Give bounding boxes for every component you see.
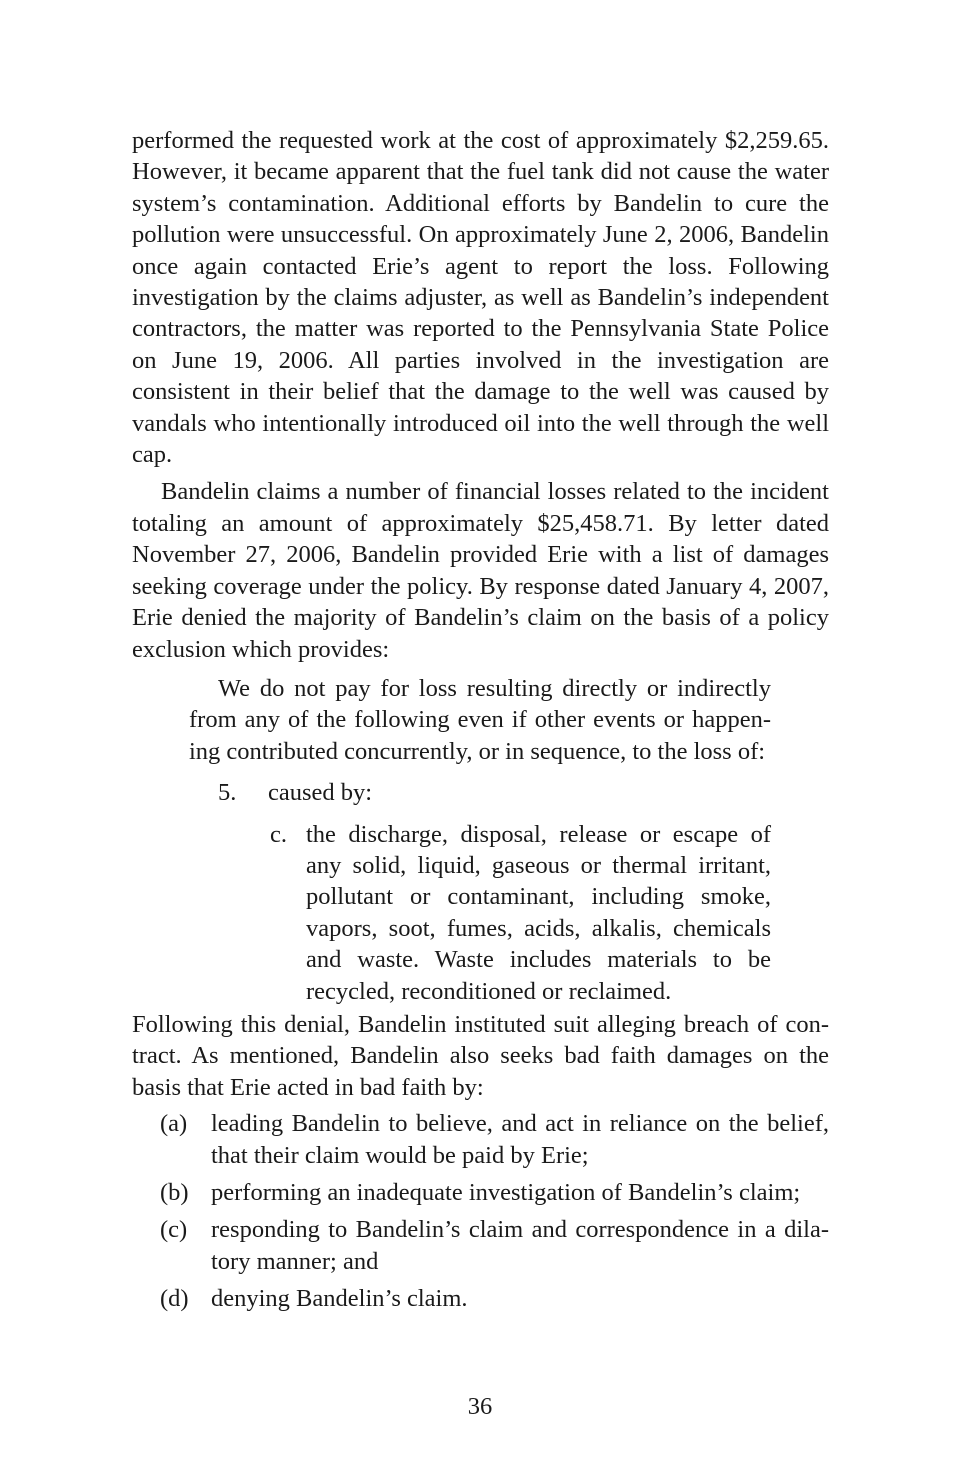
quote-intro: We do not pay for loss resulting directly or indirectly from any of the following even if other events or happening contributed concurrently, or in sequence, to the loss of: xyxy=(189,674,771,765)
bad-faith-list xyxy=(132,1108,829,1314)
document-body xyxy=(132,125,829,1321)
paragraph-bad-faith: Following this denial, Bandelin instituted suit alleging breach of contract. As mentioned, Bandelin also seeks bad faith damages on the basis that Erie acted in bad faith by: xyxy=(132,1010,829,1101)
quote-item-c xyxy=(270,819,771,1007)
list-item xyxy=(132,1108,829,1171)
paragraph-work-performed: performed the requested work at the cost of approximately $2,259.65. However, it became apparent that the fuel tank did not cause the water system’s contamination. Additional efforts by Bandelin to cure the pollution were unsuccessful. On approximately June 2, 2006, Bandelin once again contacted Erie’s agent to report the loss. Following investigation by the claims adjuster, as well as Bandelin’s independent contractors, the matter was reported to the Pennsylvania State Police on June 19, 2006. All parties involved in the investigation are consistent in their belief that the damage to the well was caused by vandals who intentionally introduced oil into the well through the well cap. xyxy=(132,127,829,469)
quote-item-5-text: caused by: xyxy=(268,779,373,807)
quote-item-5-number: 5. xyxy=(218,779,237,807)
quote-item-c-text: the discharge, disposal, release or escape of any solid, liquid, gaseous or thermal irritant, pollutant or contaminant, including smoke, vapors, soot, fumes, acids, alkalis, chemicals and waste. Waste includes materials to be recycled, reconditioned or reclaimed. xyxy=(306,820,771,1005)
list-item-label: (d) xyxy=(160,1285,189,1313)
list-item-label: (c) xyxy=(160,1216,188,1244)
quote-item-c-label: c. xyxy=(270,820,287,848)
policy-exclusion-quote xyxy=(132,673,829,1007)
list-item xyxy=(132,1283,829,1314)
list-item-label: (a) xyxy=(160,1110,188,1138)
list-item-text: responding to Bandelin’s claim and correspondence in a dilatory manner; and xyxy=(211,1216,829,1275)
page-number: 36 xyxy=(467,1393,493,1420)
list-item-label: (b) xyxy=(160,1179,189,1206)
paragraph-financial-losses: Bandelin claims a number of financial losses related to the incident totaling an amount of approximately $25,458.71. By letter dated November 27, 2006, Bandelin provided Erie with a list of damages seeking coverage under the policy. By response dated January 4, 2007, Erie denied the majority of Bandelin’s claim on the basis of a policy exclusion which provides: xyxy=(132,478,829,663)
list-item xyxy=(132,1177,829,1208)
list-item-text: denying Bandelin’s claim. xyxy=(211,1285,468,1313)
list-item-text: performing an inadequate investigation of Bandelin’s claim; xyxy=(211,1179,801,1206)
list-item-text: leading Bandelin to believe, and act in reliance on the belief, that their claim would be paid by Erie; xyxy=(211,1110,829,1169)
list-item xyxy=(132,1214,829,1277)
quote-item-5 xyxy=(218,777,829,808)
